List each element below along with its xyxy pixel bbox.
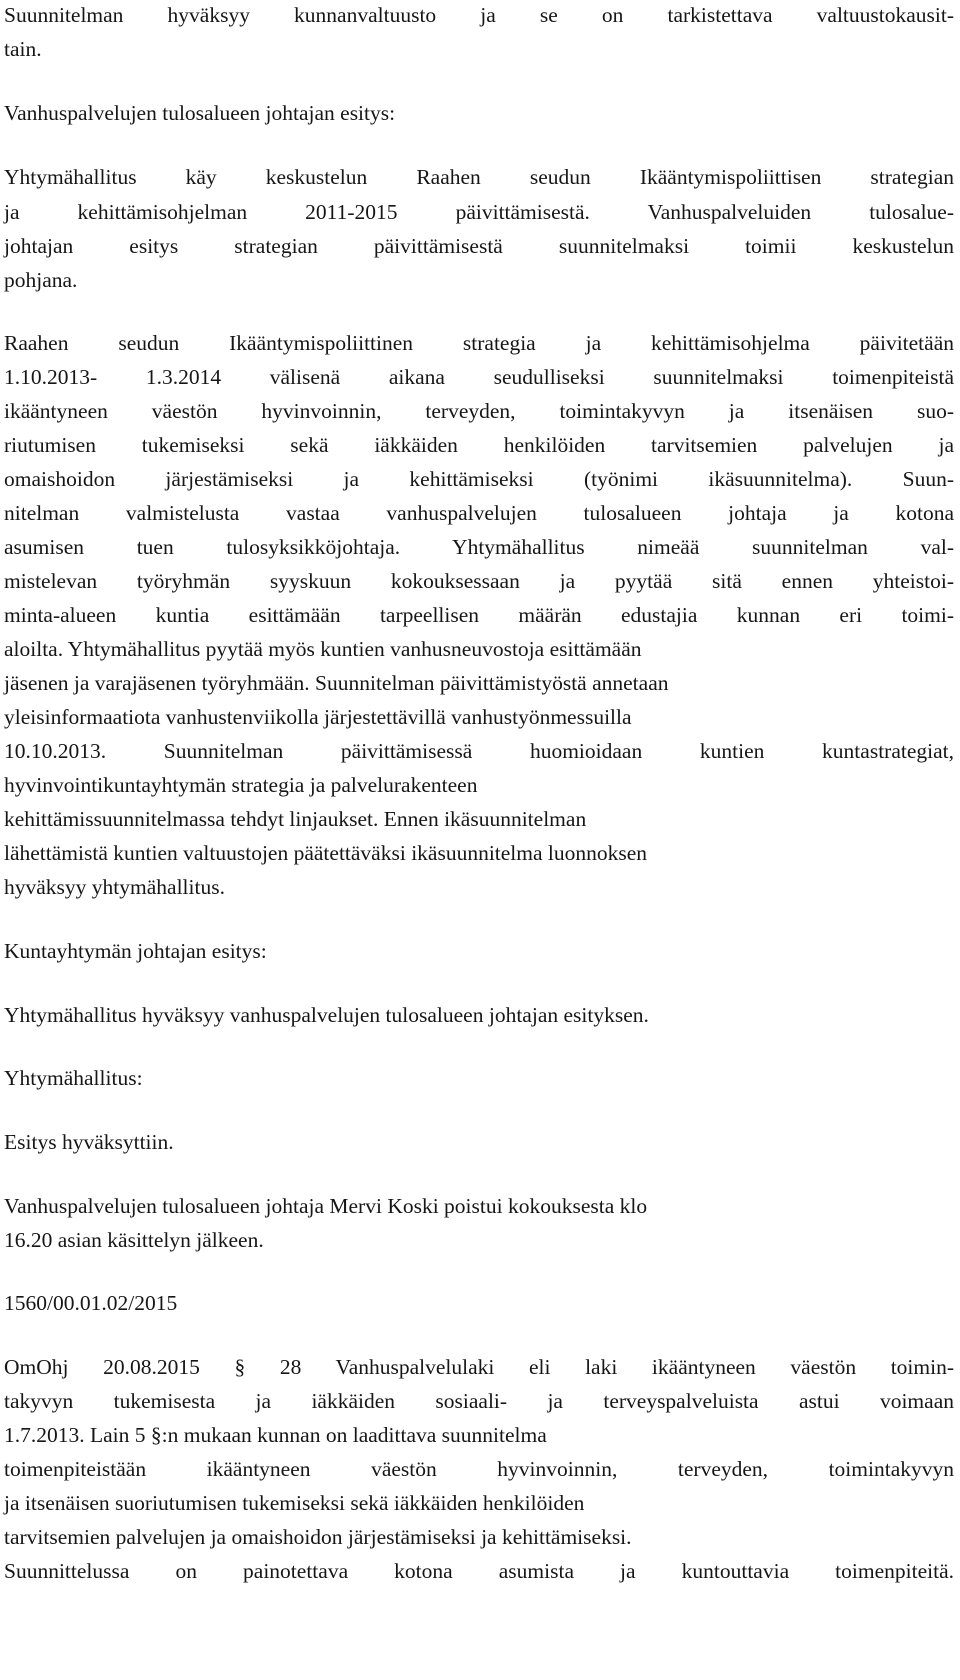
text-line: Yhtymähallitus käy keskustelun Raahen seudun Ikääntymispoliittisen strategian	[4, 165, 954, 189]
text-line: nitelman valmistelusta vastaa vanhuspalvelujen tulosalueen johtaja ja kotona	[4, 501, 954, 525]
text-line: tain.	[4, 37, 42, 61]
text-line: tarvitsemien palvelujen ja omaishoidon järjestämiseksi ja kehittämiseksi.	[4, 1525, 632, 1549]
text-line: yleisinformaatiota vanhustenviikolla järjestettävillä vanhustyönmessuilla	[4, 705, 632, 729]
text-line: ikääntyneen väestön hyvinvoinnin, terveyden, toimintakyvyn ja itsenäisen suo-	[4, 399, 954, 423]
text-line: Yhtymähallitus hyväksyy vanhuspalvelujen tulosalueen johtajan esityksen.	[4, 1003, 649, 1027]
text-line: mistelevan työryhmän syyskuun kokouksessaan ja pyytää sitä ennen yhteistoi-	[4, 569, 954, 593]
text-line: Suunnittelussa on painotettava kotona asumista ja kuntouttavia toimenpiteitä.	[4, 1559, 954, 1583]
text-line: asumisen tuen tulosyksikköjohtaja. Yhtymähallitus nimeää suunnitelman val-	[4, 535, 954, 559]
section-heading: Yhtymähallitus:	[4, 1066, 143, 1090]
text-line: jäsenen ja varajäsenen työryhmään. Suunnitelman päivittämistyöstä annetaan	[4, 671, 669, 695]
text-line: Vanhuspalvelujen tulosalueen johtaja Mervi Koski poistui kokouksesta klo	[4, 1194, 648, 1218]
text-line: hyväksyy yhtymähallitus.	[4, 875, 225, 899]
text-line: 10.10.2013. Suunnitelman päivittämisessä huomioidaan kuntien kuntastrategiat,	[4, 739, 954, 763]
text-line: ja itsenäisen suoriutumisen tukemiseksi sekä iäkkäiden henkilöiden	[4, 1491, 585, 1515]
record-number: 1560/00.01.02/2015	[4, 1291, 178, 1315]
text-line: omaishoidon järjestämiseksi ja kehittämiseksi (työnimi ikäsuunnitelma). Suun-	[4, 467, 954, 491]
text-line: aloilta. Yhtymähallitus pyytää myös kuntien vanhusneuvostoja esittämään	[4, 637, 642, 661]
text-line: toimenpiteistään ikääntyneen väestön hyvinvoinnin, terveyden, toimintakyvyn	[4, 1457, 954, 1481]
text-line: Esitys hyväksyttiin.	[4, 1130, 174, 1154]
text-line: hyvinvointikuntayhtymän strategia ja palvelurakenteen	[4, 773, 478, 797]
text-line: lähettämistä kuntien valtuustojen päätettäväksi ikäsuunnitelma luonnoksen	[4, 841, 648, 865]
text-line: Suunnitelman hyväksyy kunnanvaltuusto ja se on tarkistettava valtuustokausit-	[4, 3, 954, 27]
text-line: takyvyn tukemisesta ja iäkkäiden sosiaali- ja terveyspalveluista astui voimaan	[4, 1389, 954, 1413]
text-line: OmOhj 20.08.2015 § 28 Vanhuspalvelulaki eli laki ikääntyneen väestön toimin-	[4, 1355, 954, 1379]
text-line: 1.7.2013. Lain 5 §:n mukaan kunnan on laadittava suunnitelma	[4, 1423, 547, 1447]
section-heading: Kuntayhtymän johtajan esitys:	[4, 939, 267, 963]
text-line: pohjana.	[4, 268, 78, 292]
section-heading: Vanhuspalvelujen tulosalueen johtajan esitys:	[4, 101, 396, 125]
text-line: 1.10.2013- 1.3.2014 välisenä aikana seudulliseksi suunnitelmaksi toimenpiteistä	[4, 365, 954, 389]
text-line: riutumisen tukemiseksi sekä iäkkäiden henkilöiden tarvitsemien palvelujen ja	[4, 433, 954, 457]
text-line: ja kehittämisohjelman 2011-2015 päivittämisestä. Vanhuspalveluiden tulosalue-	[4, 200, 954, 224]
text-line: minta-alueen kuntia esittämään tarpeellisen määrän edustajia kunnan eri toimi-	[4, 603, 954, 627]
text-line: kehittämissuunnitelmassa tehdyt linjaukset. Ennen ikäsuunnitelman	[4, 807, 587, 831]
text-line: 16.20 asian käsittelyn jälkeen.	[4, 1228, 264, 1252]
text-line: Raahen seudun Ikääntymispoliittinen strategia ja kehittämisohjelma päivitetään	[4, 331, 954, 355]
text-line: johtajan esitys strategian päivittämisestä suunnitelmaksi toimii keskustelun	[4, 234, 954, 258]
